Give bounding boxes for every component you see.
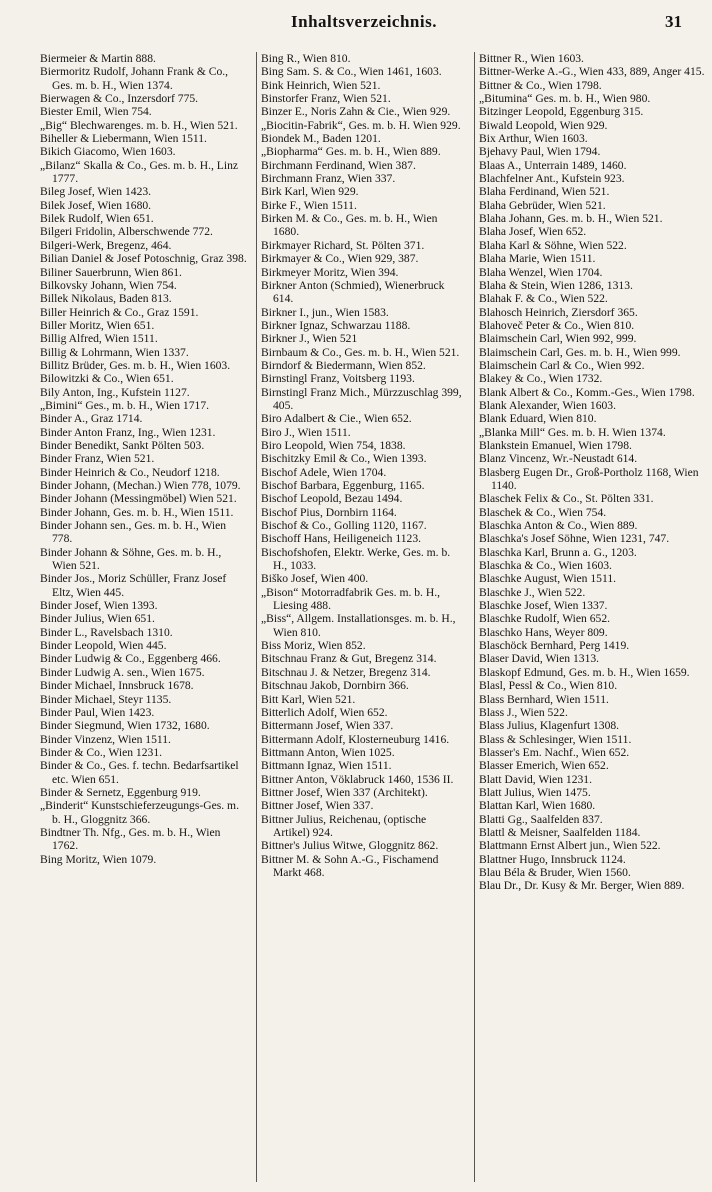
index-entry: Biwald Leopold, Wien 929. <box>479 118 608 132</box>
index-entry: Bitschnau Jakob, Dornbirn 366. <box>261 679 409 693</box>
index-entry: Billig Alfred, Wien 1511. <box>40 332 158 346</box>
index-entry: Blankstein Emanuel, Wien 1798. <box>479 438 632 452</box>
index-entry: Bitzinger Leopold, Eggenburg 315. <box>479 105 644 119</box>
index-entry: Bittner Anton, Vöklabruck 1460, 1536 II. <box>261 772 454 786</box>
index-entry: Bischof Leopold, Bezau 1494. <box>261 492 403 506</box>
index-entry: Binstorfer Franz, Wien 521. <box>261 92 391 106</box>
index-entry: Biheller & Liebermann, Wien 1511. <box>40 132 207 146</box>
index-entry: Biermoritz Rudolf, Johann Frank & Co., Ges. m. b. H., Wien 1374. <box>40 65 229 92</box>
index-column-3 <box>474 52 708 1182</box>
index-entry: Blaha Wenzel, Wien 1704. <box>479 265 603 279</box>
index-entry: Bikich Giacomo, Wien 1603. <box>40 145 176 159</box>
index-entry: Blaschek & Co., Wien 754. <box>479 505 607 519</box>
index-entry: Binder Johann (Messingmöbel) Wien 521. <box>40 492 237 506</box>
index-entry: Biester Emil, Wien 754. <box>40 105 152 119</box>
index-entry: Binder Vinzenz, Wien 1511. <box>40 732 171 746</box>
index-entry: Biro Leopold, Wien 754, 1838. <box>261 438 406 452</box>
index-entry: Blaser David, Wien 1313. <box>479 652 600 666</box>
index-entry: Bilgeri Fridolin, Alberschwende 772. <box>40 225 213 239</box>
index-entry: Bilek Rudolf, Wien 651. <box>40 212 154 226</box>
index-entry: Bindtner Th. Nfg., Ges. m. b. H., Wien 1762. <box>40 825 221 853</box>
index-entry: Blaschke J., Wien 522. <box>479 585 586 599</box>
index-entry: Binder Siegmund, Wien 1732, 1680. <box>40 719 210 733</box>
index-entry: „Bimini“ Ges., m. b. H., Wien 1717. <box>40 398 210 412</box>
index-entry: Blass Bernhard, Wien 1511. <box>479 692 609 706</box>
index-entry: „Bilanz“ Skalla & Co., Ges. m. b. H., Linz 1777. <box>40 158 239 186</box>
index-entry: Binzer E., Noris Zahn & Cie., Wien 929. <box>261 105 451 119</box>
index-entry: Blatt Julius, Wien 1475. <box>479 785 591 799</box>
index-entry: Blaimschein Carl & Co., Wien 992. <box>479 358 645 372</box>
page-number: 31 <box>665 12 682 31</box>
index-entry: Blaschka Karl, Brunn a. G., 1203. <box>479 545 637 559</box>
index-entry: Birkmeyer Moritz, Wien 394. <box>261 265 399 279</box>
index-entry: Bink Heinrich, Wien 521. <box>261 78 381 92</box>
index-entry: „Biocitin-Fabrik“, Ges. m. b. H. Wien 929. <box>261 118 461 132</box>
index-entry: Bischof Adele, Wien 1704. <box>261 465 387 479</box>
index-entry: Bischofshofen, Elektr. Werke, Ges. m. b. H., 1033. <box>261 545 451 573</box>
index-entry: Blaha Marie, Wien 1511. <box>479 252 596 266</box>
index-entry: „Bitumina“ Ges. m. b. H., Wien 980. <box>479 92 651 106</box>
index-entry: Biss Moriz, Wien 852. <box>261 639 366 653</box>
index-entry: Blaschka & Co., Wien 1603. <box>479 559 612 573</box>
index-entry: Bing Sam. S. & Co., Wien 1461, 1603. <box>261 65 442 79</box>
index-entry: Birkmayer Richard, St. Pölten 371. <box>261 238 425 252</box>
index-entry: Biro J., Wien 1511. <box>261 425 351 439</box>
index-entry: Bilian Daniel & Josef Potoschnig, Graz 398. <box>40 252 247 266</box>
index-entry: Blakey & Co., Wien 1732. <box>479 372 603 386</box>
index-entry: Blahosch Heinrich, Ziersdorf 365. <box>479 305 638 319</box>
index-entry: Bittner & Co., Wien 1798. <box>479 78 602 92</box>
index-entry: Biller Heinrich & Co., Graz 1591. <box>40 305 199 319</box>
index-entry: Birnstingl Franz, Voitsberg 1193. <box>261 372 415 386</box>
index-column-2 <box>256 52 468 1182</box>
index-entry: Binder Johann sen., Ges. m. b. H., Wien 778. <box>40 519 227 546</box>
index-entry: Bily Anton, Ing., Kufstein 1127. <box>40 385 190 399</box>
index-entry: „Big“ Blechwarenges. m. b. H., Wien 521. <box>40 118 238 132</box>
index-entry: Blaas A., Unterrain 1489, 1460. <box>479 158 627 172</box>
index-entry: Bischof Barbara, Eggenburg, 1165. <box>261 479 425 492</box>
index-entry: „Biopharma“ Ges. m. b. H., Wien 889. <box>261 145 441 159</box>
index-entry: Binder Franz, Wien 521. <box>40 452 155 466</box>
index-entry: Bittner-Werke A.-G., Wien 433, 889, Anger 415. <box>479 65 705 79</box>
index-entry: Bittmann Anton, Wien 1025. <box>261 745 395 759</box>
index-entry: Blass Julius, Klagenfurt 1308. <box>479 719 620 733</box>
index-entry: Bing R., Wien 810. <box>261 52 351 65</box>
index-entry: Bischoff Hans, Heiligeneich 1123. <box>261 532 422 546</box>
index-entry: „Blanka Mill“ Ges. m. b. H. Wien 1374. <box>479 425 666 439</box>
index-entry: Binder Johann & Söhne, Ges. m. b. H., Wien 521. <box>40 545 222 573</box>
index-entry: Blau Béla & Bruder, Wien 1560. <box>479 865 631 879</box>
index-entry: Blaschke August, Wien 1511. <box>479 572 617 586</box>
index-entry: Biller Moritz, Wien 651. <box>40 318 155 332</box>
index-entry: Birke F., Wien 1511. <box>261 198 357 212</box>
index-columns <box>40 52 708 1184</box>
index-entry: Bix Arthur, Wien 1603. <box>479 132 588 146</box>
page-title: Inhaltsverzeichnis. <box>291 12 437 31</box>
index-entry: Bing Moritz, Wien 1079. <box>40 852 157 866</box>
index-entry: Blahoveč Peter & Co., Wien 810. <box>479 318 635 332</box>
index-entry: Bischitzky Emil & Co., Wien 1393. <box>261 452 427 466</box>
index-entry: Blank Eduard, Wien 810. <box>479 412 597 426</box>
index-entry: Blaimschein Carl, Wien 992, 999. <box>479 332 637 346</box>
index-entry: Blass & Schlesinger, Wien 1511. <box>479 732 632 746</box>
index-entry: Birchmann Franz, Wien 337. <box>261 172 396 186</box>
index-entry: Blattmann Ernst Albert jun., Wien 522. <box>479 839 661 853</box>
index-entry: Blank Alexander, Wien 1603. <box>479 398 616 412</box>
index-entry: Birk Karl, Wien 929. <box>261 185 359 199</box>
index-entry: Binder Ludwig & Co., Eggenberg 466. <box>40 652 221 666</box>
page-header <box>40 12 688 44</box>
index-entry: Billig & Lohrmann, Wien 1337. <box>40 345 189 359</box>
index-entry: Binder Johann, (Mechan.) Wien 778, 1079. <box>40 479 241 492</box>
index-entry: Blaschke Josef, Wien 1337. <box>479 599 608 613</box>
index-entry: Bilgeri-Werk, Bregenz, 464. <box>40 238 172 252</box>
index-entry: Blaschke Rudolf, Wien 652. <box>479 612 611 626</box>
index-entry: Birndorf & Biedermann, Wien 852. <box>261 358 426 372</box>
index-entry: Binder Jos., Moriz Schüller, Franz Josef Eltz, Wien 445. <box>40 572 227 599</box>
index-entry: Blatt David, Wien 1231. <box>479 772 592 786</box>
index-entry: Bittner Josef, Wien 337 (Architekt). <box>261 785 428 799</box>
index-entry: Bittner Julius, Reichenau, (optische Artikel) 924. <box>261 812 427 839</box>
index-entry: Biermeier & Martin 888. <box>40 52 156 65</box>
index-entry: Binder & Co., Ges. f. techn. Bedarfsartikel etc. Wien 651. <box>40 759 239 786</box>
index-entry: Binder Julius, Wien 651. <box>40 612 155 626</box>
index-entry: Bischof & Co., Golling 1120, 1167. <box>261 519 427 533</box>
index-entry: Bjehavy Paul, Wien 1794. <box>479 145 601 159</box>
index-entry: Blaha Gebrüder, Wien 521. <box>479 198 606 212</box>
index-entry: Bitterlich Adolf, Wien 652. <box>261 705 388 719</box>
index-entry: Binder Ludwig A. sen., Wien 1675. <box>40 665 205 679</box>
index-entry: Binder Paul, Wien 1423. <box>40 705 155 719</box>
index-column-1 <box>40 52 250 1182</box>
index-entry: Bilkovsky Johann, Wien 754. <box>40 278 177 292</box>
index-entry: Blaskopf Edmund, Ges. m. b. H., Wien 1659. <box>479 665 690 679</box>
index-entry: Blaha & Stein, Wien 1286, 1313. <box>479 278 633 292</box>
index-entry: Birnbaum & Co., Ges. m. b. H., Wien 521. <box>261 345 460 359</box>
index-entry: Blasser's Em. Nachf., Wien 652. <box>479 745 630 759</box>
index-entry: Binder A., Graz 1714. <box>40 412 143 426</box>
index-entry: Blau Dr., Dr. Kusy & Mr. Berger, Wien 889. <box>479 879 685 893</box>
index-entry: Biško Josef, Wien 400. <box>261 572 369 586</box>
index-entry: Binder Johann, Ges. m. b. H., Wien 1511. <box>40 505 234 519</box>
index-entry: Bierwagen & Co., Inzersdorf 775. <box>40 92 199 106</box>
index-entry: Blaha Karl & Söhne, Wien 522. <box>479 238 627 252</box>
index-entry: Bittmann Ignaz, Wien 1511. <box>261 759 392 773</box>
index-entry: Bitt Karl, Wien 521. <box>261 692 356 706</box>
index-entry: Blaha Johann, Ges. m. b. H., Wien 521. <box>479 212 663 226</box>
index-entry: Birnstingl Franz Mich., Mürzzuschlag 399, 405. <box>261 385 462 412</box>
index-entry: Binder & Sernetz, Eggenburg 919. <box>40 785 201 799</box>
index-entry: Birken M. & Co., Ges. m. b. H., Wien 1680. <box>261 212 438 239</box>
index-entry: Billitz Brüder, Ges. m. b. H., Wien 1603. <box>40 358 231 372</box>
index-entry: Blanz Vincenz, Wr.-Neustadt 614. <box>479 452 638 466</box>
index-entry: Binder Michael, Innsbruck 1678. <box>40 679 194 693</box>
index-entry: Bitschnau J. & Netzer, Bregenz 314. <box>261 665 431 679</box>
index-entry: Biondek M., Baden 1201. <box>261 132 381 146</box>
index-entry: Binder Michael, Steyr 1135. <box>40 692 172 706</box>
index-entry: Binder & Co., Wien 1231. <box>40 745 163 759</box>
index-entry: Blaha Josef, Wien 652. <box>479 225 587 239</box>
index-entry: Bittermann Adolf, Klosterneuburg 1416. <box>261 732 450 746</box>
index-entry: Biro Adalbert & Cie., Wien 652. <box>261 412 412 426</box>
index-entry: Binder Anton Franz, Ing., Wien 1231. <box>40 425 216 439</box>
index-entry: Blahak F. & Co., Wien 522. <box>479 292 608 306</box>
index-entry: Birkmayer & Co., Wien 929, 387. <box>261 252 419 266</box>
index-entry: Birkner J., Wien 521 <box>261 332 358 346</box>
index-entry: Blaschöck Bernhard, Perg 1419. <box>479 639 630 653</box>
index-entry: Bittermann Josef, Wien 337. <box>261 719 394 733</box>
index-entry: Birkner Ignaz, Schwarzau 1188. <box>261 318 411 332</box>
index-entry: Bischof Pius, Dornbirn 1164. <box>261 505 397 519</box>
index-entry: Blass J., Wien 522. <box>479 705 568 719</box>
index-entry: Blaha Ferdinand, Wien 521. <box>479 185 610 199</box>
index-entry: Binder Heinrich & Co., Neudorf 1218. <box>40 465 220 479</box>
index-entry: Birkner Anton (Schmied), Wienerbruck 614. <box>261 278 445 306</box>
index-entry: Bilowitzki & Co., Wien 651. <box>40 372 174 386</box>
index-entry: Bilek Josef, Wien 1680. <box>40 198 152 212</box>
index-entry: Blaschka's Josef Söhne, Wien 1231, 747. <box>479 532 670 546</box>
index-entry: Binder L., Ravelsbach 1310. <box>40 625 173 639</box>
index-entry: „Bison“ Motorradfabrik Ges. m. b. H., Liesing 488. <box>261 585 441 613</box>
index-entry: Binder Leopold, Wien 445. <box>40 639 167 653</box>
index-entry: Birkner I., jun., Wien 1583. <box>261 305 389 319</box>
index-entry: Blaschko Hans, Weyer 809. <box>479 625 608 639</box>
index-entry: Biliner Sauerbrunn, Wien 861. <box>40 265 182 279</box>
index-entry: Binder Benedikt, Sankt Pölten 503. <box>40 438 205 452</box>
index-entry: Binder Josef, Wien 1393. <box>40 599 158 613</box>
index-entry: Birchmann Ferdinand, Wien 387. <box>261 158 416 172</box>
index-entry: Blattner Hugo, Innsbruck 1124. <box>479 852 626 866</box>
index-entry: „Biss“, Allgem. Installationsges. m. b. H., Wien 810. <box>261 612 456 639</box>
index-entry: Bitschnau Franz & Gut, Bregenz 314. <box>261 652 437 666</box>
index-entry: Blatti Gg., Saalfelden 837. <box>479 812 603 826</box>
index-entry: Blaschek Felix & Co., St. Pölten 331. <box>479 492 654 506</box>
index-entry: Bittner Josef, Wien 337. <box>261 799 374 813</box>
index-entry: Blank Albert & Co., Komm.-Ges., Wien 1798. <box>479 385 695 399</box>
index-entry: Bittner's Julius Witwe, Gloggnitz 862. <box>261 839 439 853</box>
index-entry: Blattan Karl, Wien 1680. <box>479 799 596 813</box>
index-entry: Blasser Emerich, Wien 652. <box>479 759 609 773</box>
index-entry: Blattl & Meisner, Saalfelden 1184. <box>479 825 641 839</box>
index-entry: Blasberg Eugen Dr., Groß-Portholz 1168, Wien 1140. <box>479 465 699 492</box>
index-entry: Blaschka Anton & Co., Wien 889. <box>479 519 638 533</box>
index-entry: Bittner R., Wien 1603. <box>479 52 584 65</box>
index-entry: Blasl, Pessl & Co., Wien 810. <box>479 679 618 693</box>
index-entry: Billek Nikolaus, Baden 813. <box>40 292 172 306</box>
index-entry: Blachfelner Ant., Kufstein 923. <box>479 172 625 186</box>
index-entry: Bileg Josef, Wien 1423. <box>40 185 152 199</box>
index-entry: Blaimschein Carl, Ges. m. b. H., Wien 999. <box>479 345 681 359</box>
index-entry: Bittner M. & Sohn A.-G., Fischamend Markt 468. <box>261 852 439 879</box>
index-entry: „Binderit“ Kunstschieferzeugungs-Ges. m. b. H., Gloggnitz 366. <box>40 799 239 826</box>
